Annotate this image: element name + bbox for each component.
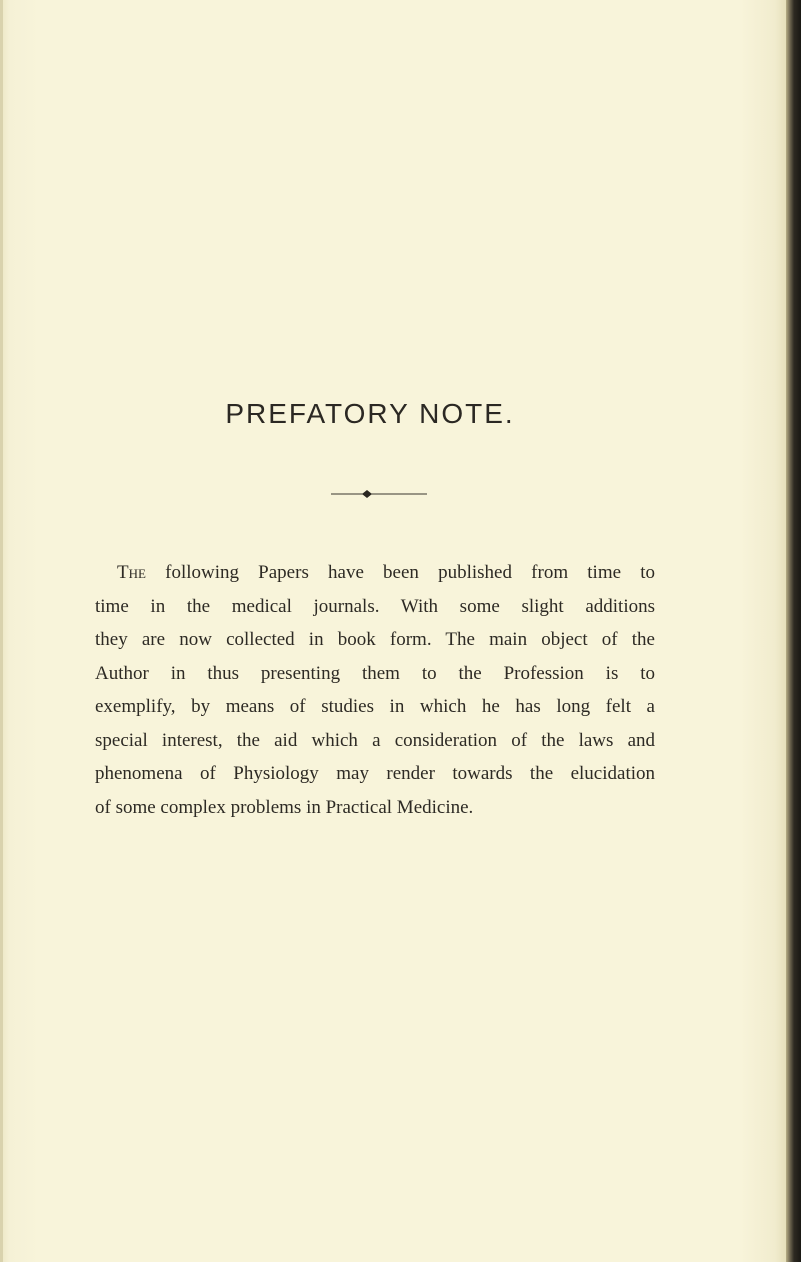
paragraph-line: Author in thus presenting them to the Profession is to bbox=[95, 662, 655, 684]
paragraph-line: they are now collected in book form. The main object of the bbox=[95, 629, 655, 650]
paragraph-line: phenomena of Physiology may render towards the elucidation bbox=[95, 763, 655, 784]
paragraph-line: of some complex problems in Practical Medicine. bbox=[95, 796, 474, 818]
ornament-divider-icon bbox=[331, 488, 427, 500]
lead-word: The bbox=[117, 562, 146, 583]
page-left-edge bbox=[0, 0, 3, 1262]
paragraph-line: exemplify, by means of studies in which he has long felt a bbox=[95, 696, 655, 717]
page-title: PREFATORY NOTE. bbox=[225, 398, 515, 429]
paragraph-line: The following Papers have been published from time to bbox=[117, 562, 655, 583]
paragraph-line: special interest, the aid which a consideration of the laws and bbox=[95, 729, 655, 751]
book-binding-edge bbox=[786, 0, 801, 1262]
prefatory-paragraph bbox=[95, 556, 655, 824]
paragraph-line: time in the medical journals. With some slight additions bbox=[95, 595, 655, 617]
